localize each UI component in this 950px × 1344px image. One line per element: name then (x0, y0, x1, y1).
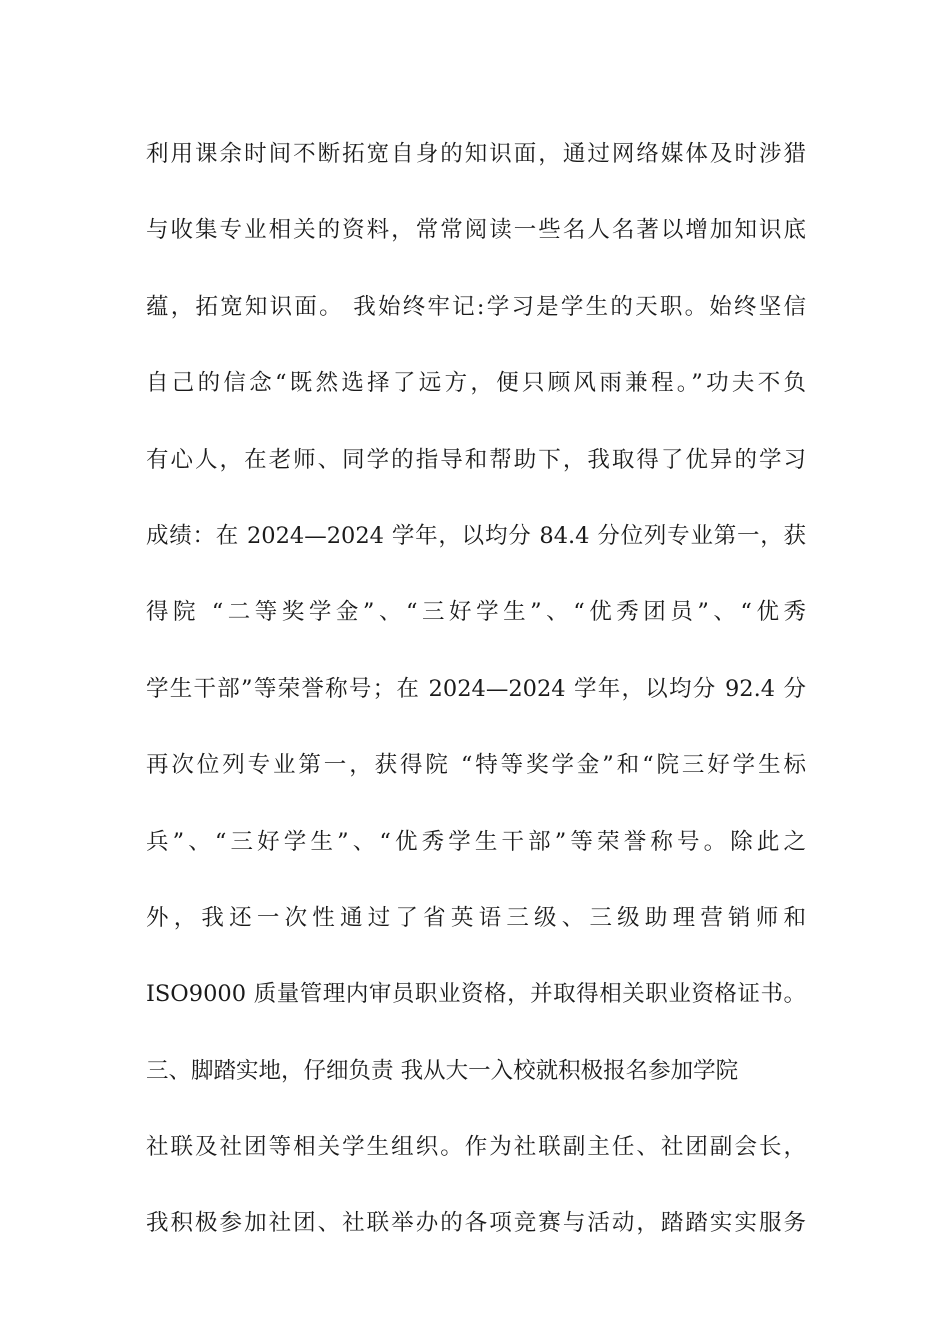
text-line-3: 蕴，拓宽知识面。 我始终牢记:学习是学生的天职。始终坚信 (146, 293, 806, 320)
text-line-11: 外，我还一次性通过了省英语三级、三级助理营销师和 (146, 904, 806, 931)
text-line-9: 再次位列专业第一，获得院 “特等奖学金”和“院三好学生标 (146, 752, 806, 779)
section-heading-line: 三、脚踏实地，仔细负责 我从大一入校就积极报名参加学院 (146, 1057, 739, 1084)
text-line-2: 与收集专业相关的资料，常常阅读一些名人名著以增加知识底 (146, 217, 806, 244)
text-line-6: 成绩：在 2024—2024 学年，以均分 84.4 分位列专业第一，获 (146, 522, 806, 549)
text-line-5: 有心人，在老师、同学的指导和帮助下，我取得了优异的学习 (146, 446, 806, 473)
text-line-12: ISO9000 质量管理内审员职业资格，并取得相关职业资格证书。 (146, 981, 806, 1008)
body-text (146, 132, 806, 1278)
text-line-8: 学生干部”等荣誉称号；在 2024—2024 学年，以均分 92.4 分 (146, 675, 806, 702)
text-line-14: 社联及社团等相关学生组织。作为社联副主任、社团副会长， (146, 1134, 806, 1161)
text-line-10: 兵”、“三好学生”、“优秀学生干部”等荣誉称号。除此之 (146, 828, 806, 855)
text-line-1: 利用课余时间不断拓宽自身的知识面，通过网络媒体及时涉猎 (146, 141, 806, 167)
text-line-7: 得院 “二等奖学金”、“三好学生”、“优秀团员”、“优秀 (146, 599, 806, 626)
text-line-15: 我积极参加社团、社联举办的各项竞赛与活动，踏踏实实服务 (146, 1210, 806, 1237)
text-line-4: 自己的信念“既然选择了远方，便只顾风雨兼程。”功夫不负 (146, 370, 806, 397)
